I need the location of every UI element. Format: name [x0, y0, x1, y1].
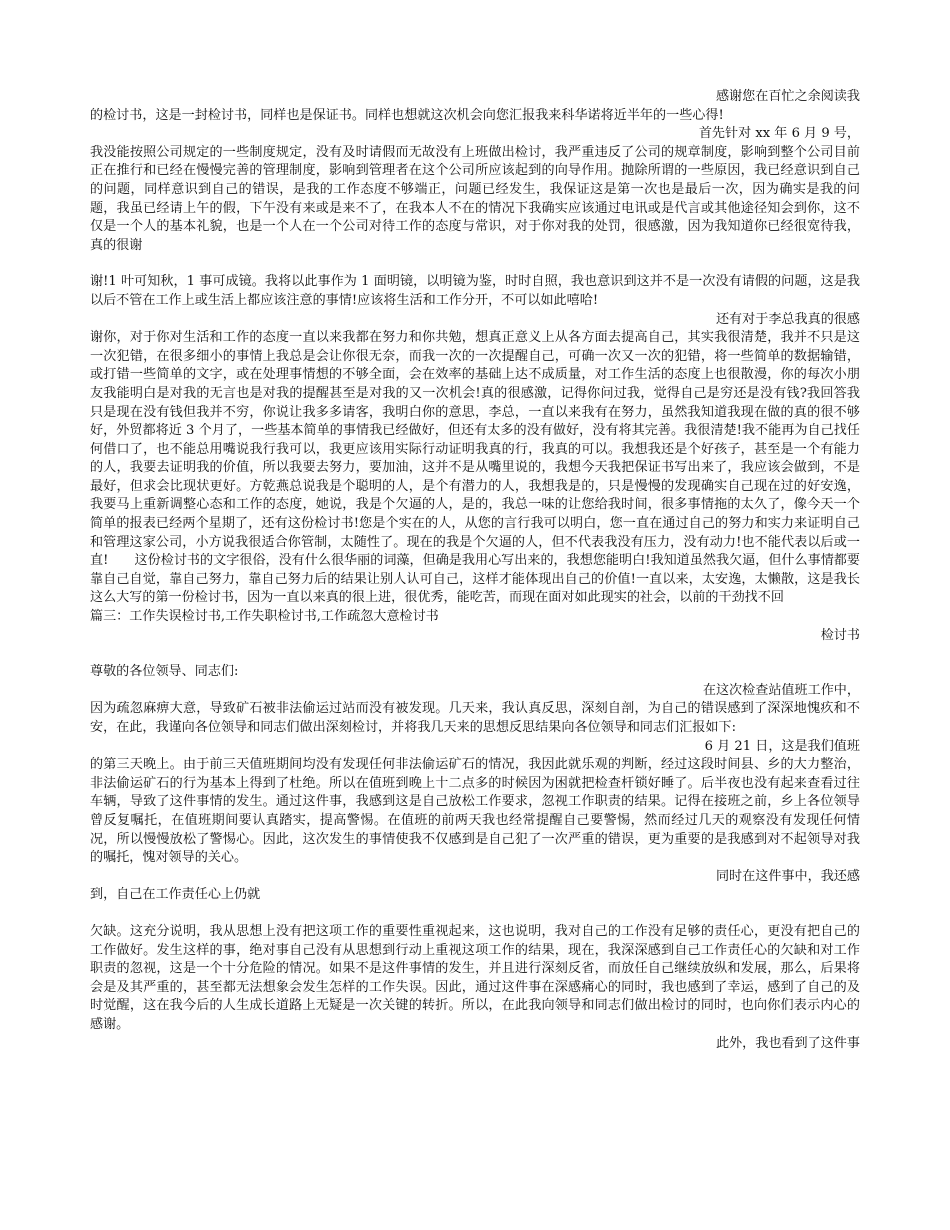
text-line: 此外，我也看到了这件事: [715, 1035, 860, 1051]
paragraph-gap: [90, 905, 860, 923]
text-line: 6 月 21 日，这是我们值班: [704, 738, 860, 754]
paragraph: 谢!1 叶可知秋，1 事可成镜。我将以此事作为 1 面明镜，以明镜为鉴，时时自照，我也意识到这并不是一次没有请假的问题，这是我以后不管在工作上或生活上都应该注意的事情!应该将生活和工作分开，不可以如此嘻哈!: [90, 274, 860, 308]
paragraph: 的检讨书，这是一封检讨书，同样也是保证书。同样也想就这次机会向您汇报我来科华诺将近半年的一些心得!: [90, 107, 724, 123]
paragraph: 到，自己在工作责任心上仍就: [90, 887, 261, 903]
paragraph: 欠缺。这充分说明，我从思想上没有把这项工作的重要性重视起来，这也说明，我对自己的工作没有足够的责任心，更没有把自己的工作做好。发生这样的事，绝对事自己没有从思想到行动上重视这项工作的结果，现在，我深深感到自己工作责任心的欠缺和对工作职责的忽视，这是一个十分危险的情况。如果不是这件事情的发生，并且进行深刻反省，而放任自己继续放纵和发展，那么，后果将会是及其严重的，甚至都无法想象会发生怎样的工作失误。因此，通过这件事在深感痛心的同时，我也感到了幸运，感到了自己的及时觉醒，这在我今后的人生成长道路上无疑是一次关键的转折。所以，在此我向领导和同志们做出检讨的同时，也向你们表示内心的感谢。: [90, 923, 860, 1032]
paragraph: 因为疏忽麻痹大意，导致矿石被非法偷运过站而没有被发现。几天来，我认真反思，深刻自剖，为自己的错误感到了深深地愧疚和不安，在此，我谨向各位领导和同志们做出深刻检讨，并将我几天来的思想反思结果向各位领导和同志们汇报如下:: [90, 701, 860, 735]
document-body: [90, 88, 860, 1053]
text-line: 感谢您在百忙之余阅读我: [715, 89, 860, 104]
text-line: 同时在这件事中，我还感: [715, 868, 860, 884]
salutation: 尊敬的各位领导、同志们:: [90, 664, 239, 680]
text-line: 还有对于李总我真的很感: [715, 311, 860, 327]
paragraph-gap: [90, 255, 860, 273]
document-heading: 检讨书: [820, 627, 860, 643]
text-line: 首先针对 xx 年 6 月 9 号，: [698, 126, 860, 142]
paragraph: 的第三天晚上。由于前三天值班期间均没有发现任何非法偷运矿石的情况，我因此就乐观的判断，经过这段时间县、乡的大力整治，非法偷运矿石的行为基本上得到了杜绝。所以在值班到晚上十二点多的时候因为困就把检查杆锁好睡了。后半夜也没有起来查看过往车辆，导致了这件事情的发生。通过这件事，我感到这是自己放松工作要求，忽视工作职责的结果。记得在接班之前，乡上各位领导曾反复嘱托，在值班期间要认真踏实，提高警惕。在值班的前两天我也经常提醒自己要警惕，然而经过几天的观察没有发现任何情况，所以慢慢放松了警惕心。因此，这次发生的事情使我不仅感到是自己犯了一次严重的错误，更为重要的是我感到对不起领导对我的嘱托，愧对领导的关心。: [90, 757, 860, 866]
paragraph: 谢你，对于你对生活和工作的态度一直以来我都在努力和你共勉，想真正意义上从各方面去提高自己，其实我很清楚，我并不只是这一次犯错，在很多细小的事情上我总是会让你很无奈，而我一次的一次提醒自己，可确一次又一次的犯错，将一些简单的数据输错，或打错一些简单的文字，或在处理事情想的不够全面，会在效率的基础上达不成质量，对工作生活的态度上也很散漫，你的每次小朋友我能明白是对我的无言也是对我的提醒甚至是对我的又一次机会!真的很感激，记得你问过我，觉得自己是穷还是没有钱?我回答我只是现在没有钱但我并不穷，你说让我多多请客，我明白你的意思，李总，一直以来我有在努力，虽然我知道我现在做的真的很不够好，外贸都将近 3 个月了，一些基本简单的事情我已经做好，但还有太多的没有做好，没有将其完善。我很清楚!我不能再为自己找任何借口了，也不能总用嘴说我行我可以，我更应该用实际行动证明我真的行，我真的可以。我想我还是个好孩子，甚至是一个有能力的人，我要去证明我的价值，所以我要去努力，要加油，这并不是从嘴里说的，我想今天我把保证书写出来了，我应该会做到，不是最好，但求会比现状更好。方乾燕总说我是个聪明的人，是个有潜力的人，我想我是的，只是慢慢的发现确实自己现在过的好安逸，我要马上重新调整心态和工作的态度，她说，我是个欠逼的人，是的，我总一味的让您给我时间，很多事情拖的太久了，像今天一个简单的报表已经两个星期了，还有这份检讨书!您是个实在的人，从您的言行我可以明白，您一直在通过自己的努力和实力来证明自己和管理这家公司，小方说我很适合你管制，太随性了。现在的我是个欠逼的人，但不代表我没有压力，没有动力!也不能代表以后或一直! 这份检讨书的文字很俗，没有什么很华丽的词藻，但确是我用心写出来的，我想您能明白!我知道虽然我欠逼，但什么事情都要靠自己自觉，靠自己努力，靠自己努力后的结果让别人认可自己，这样才能体现出自己的价值!一直以来，太安逸，太懒散，这是我长这么大写的第一份检讨书，因为一直以来真的很上进，很优秀，能吃苦，而现在面对如此现实的社会，以前的干劲找不回: [90, 330, 860, 606]
text-line: 在这次检查站值班工作中，: [702, 682, 860, 698]
paragraph-gap: [90, 645, 860, 663]
section-title: 篇三：工作失误检讨书,工作失职检讨书,工作疏忽大意检讨书: [90, 609, 439, 625]
paragraph: 我没能按照公司规定的一些制度规定，没有及时请假而无故没有上班做出检讨，我严重违反了公司的规章制度，影响到整个公司目前正在推行和已经在慢慢完善的管理制度，影响到管理者在这个公司所应该起到的向导作用。抛除所谓的一些原因，我已经意识到自己的问题，同样意识到自己的错误，是我的工作态度不够端正，问题已经发生，我保证这是第一次也是最后一次，因为确实是我的问题，我虽已经请上午的假，下午没有来或是来不了，在我本人不在的情况下我确实应该通过电讯或是代言或其他途径知会到你，这不仅是一个人的基本礼貌，也是一个人在一个公司对待工作的态度与常识，对于你对我的处罚，很感激，因为我知道你已经很宽待我，真的很谢: [90, 144, 860, 253]
